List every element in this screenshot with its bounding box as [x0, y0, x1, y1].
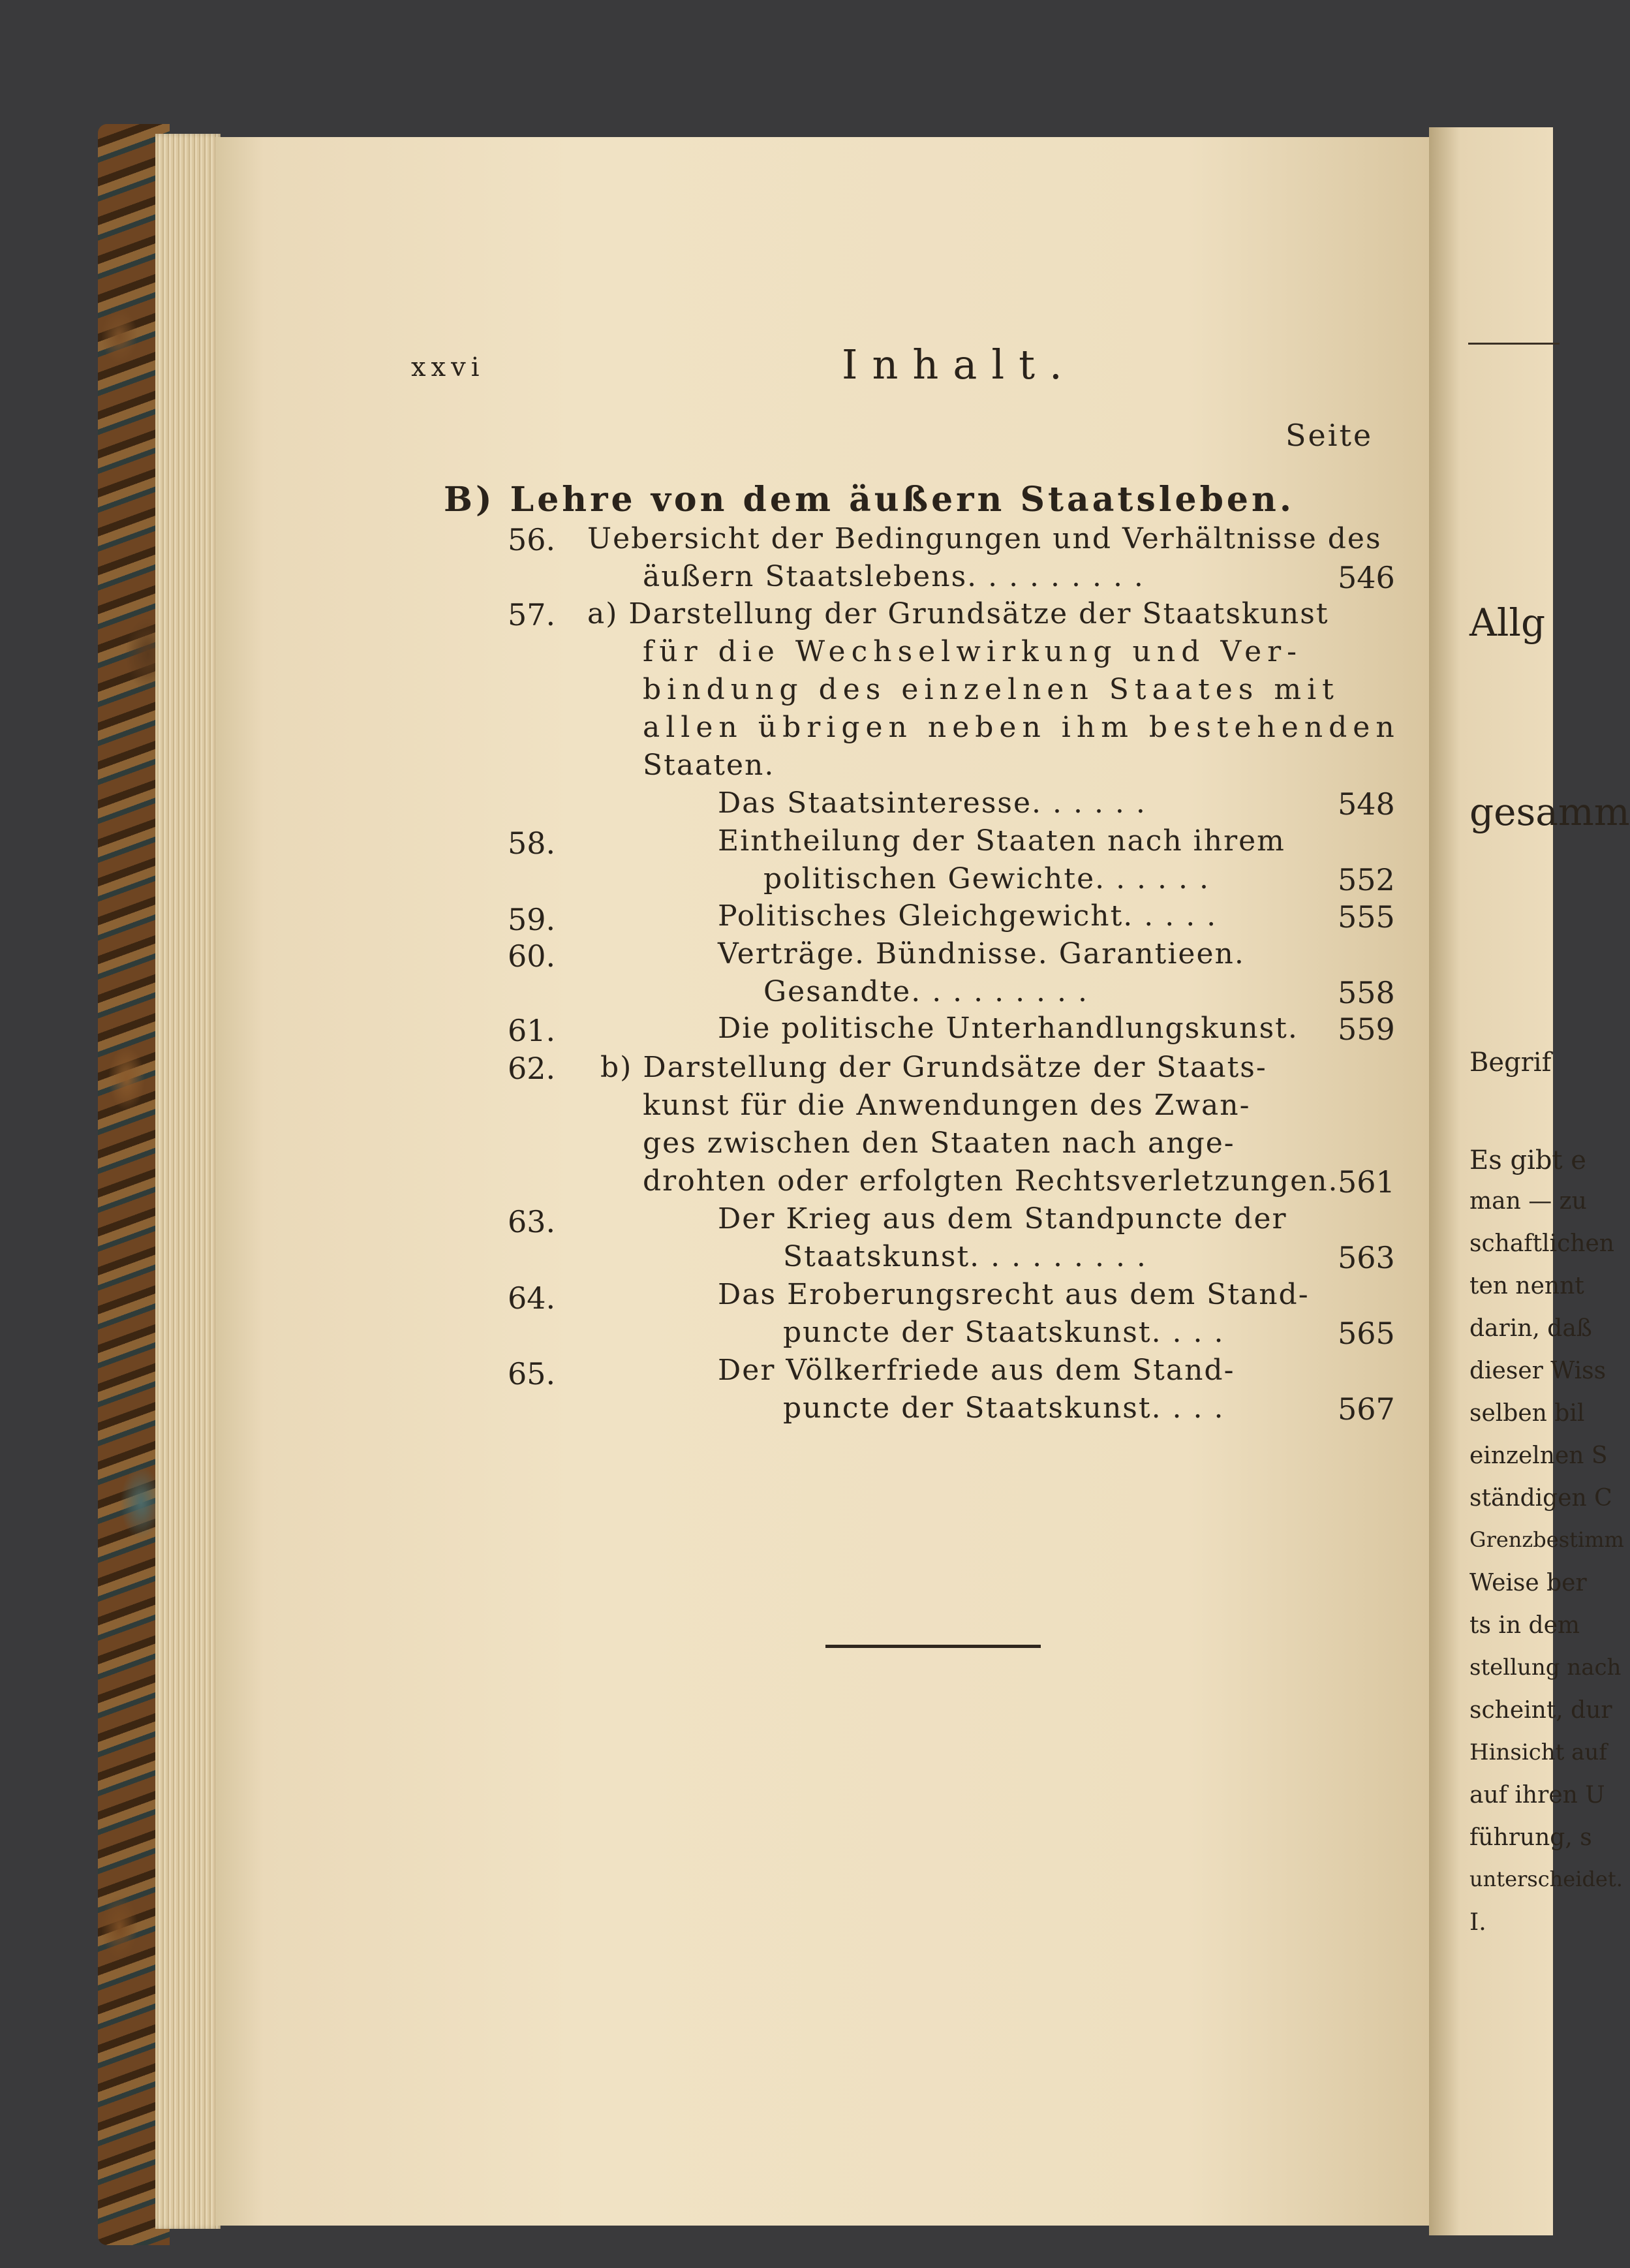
facing-text-line: schaftlichen — [1469, 1230, 1614, 1257]
facing-text-line: dieser Wiss — [1469, 1358, 1607, 1384]
entry-line: politischen Gewichte. . . . . . — [763, 862, 1210, 895]
entry-line: Politisches Gleichgewicht. . . . . — [718, 899, 1218, 933]
page-numeral: xxvi — [411, 352, 485, 382]
entry-number: 64. — [508, 1281, 556, 1316]
facing-text-line: Hinsicht auf — [1469, 1739, 1607, 1765]
facing-text-line: unterscheidet. — [1469, 1867, 1623, 1891]
entry-page: 559 — [1338, 1012, 1395, 1047]
entry-page: 548 — [1338, 786, 1395, 822]
entry-page: 558 — [1338, 975, 1395, 1010]
entry-line: puncte der Staatskunst. . . . — [783, 1391, 1225, 1425]
entry-line: Der Krieg aus dem Standpuncte der — [718, 1202, 1287, 1235]
facing-text-line: Es gibt e — [1469, 1145, 1586, 1175]
entry-line: ges zwischen den Staaten nach ange- — [643, 1126, 1235, 1160]
entry-number: 60. — [508, 939, 556, 974]
entry-number: 58. — [508, 826, 556, 861]
entry-page: 546 — [1338, 560, 1395, 595]
entry-line: Der Völkerfriede aus dem Stand- — [718, 1354, 1235, 1387]
facing-text-line: selben bil — [1469, 1400, 1585, 1427]
facing-text-line: Grenzbestimm — [1469, 1527, 1624, 1552]
facing-heading: Allg — [1469, 600, 1546, 645]
entry-line: Staatskunst. . . . . . . . . — [783, 1240, 1147, 1273]
entry-line: Die politische Unterhandlungskunst. — [718, 1012, 1299, 1045]
section-heading: B) Lehre von dem äußern Staatsleben. — [444, 480, 1295, 520]
facing-text-line: scheint, dur — [1469, 1697, 1612, 1724]
entry-line: a) Darstellung der Grundsätze der Staatskunst — [587, 597, 1329, 630]
entry-line: puncte der Staatskunst. . . . — [783, 1316, 1225, 1349]
entry-number: 57. — [508, 597, 556, 632]
facing-text-line: auf ihren U — [1469, 1782, 1605, 1809]
entry-line: b) Darstellung der Grundsätze der Staats- — [600, 1051, 1267, 1084]
entry-number: 56. — [508, 522, 556, 557]
facing-text-line: Weise ber — [1469, 1570, 1587, 1596]
entry-line: Staaten. — [643, 749, 775, 782]
facing-heading: gesamm — [1469, 790, 1630, 834]
facing-text-line: ständigen C — [1469, 1485, 1612, 1512]
entry-number: 62. — [508, 1051, 556, 1086]
entry-line: äußern Staatslebens. . . . . . . . . — [643, 560, 1145, 593]
entry-line: Uebersicht der Bedingungen und Verhältnisse des — [587, 522, 1382, 555]
facing-text-line: einzelnen S — [1469, 1442, 1608, 1469]
facing-text-line: stellung nach — [1469, 1654, 1622, 1681]
facing-text-line: führung, s — [1469, 1824, 1592, 1851]
facing-page-rule — [1468, 343, 1560, 345]
entry-line: bindung des einzelnen Staates mit — [643, 673, 1340, 706]
entry-line: für die Wechselwirkung und Ver- — [643, 635, 1303, 668]
entry-number: 61. — [508, 1013, 556, 1048]
page-edges — [155, 134, 221, 2229]
facing-text-line: ten nennt — [1469, 1273, 1584, 1299]
entry-line: drohten oder erfolgten Rechtsverletzungen. — [643, 1164, 1339, 1198]
facing-text-line: ts in dem — [1469, 1612, 1580, 1639]
entry-number: 59. — [508, 902, 556, 937]
entry-line: allen übrigen neben ihm bestehenden — [643, 711, 1400, 744]
book — [98, 98, 1630, 2252]
entry-line: Verträge. Bündnisse. Garantieen. — [718, 937, 1245, 971]
entry-page: 555 — [1338, 899, 1395, 935]
entry-page: 567 — [1338, 1391, 1395, 1427]
facing-text-line: man — zu — [1469, 1188, 1587, 1215]
entry-line: kunst für die Anwendungen des Zwan- — [643, 1089, 1251, 1122]
end-rule — [825, 1645, 1041, 1648]
entry-page: 552 — [1338, 862, 1395, 897]
left-page — [215, 137, 1429, 2226]
entry-number: 65. — [508, 1356, 556, 1391]
page-column-label: Seite — [1285, 418, 1374, 453]
entry-number: 63. — [508, 1204, 556, 1239]
entry-page: 563 — [1338, 1240, 1395, 1275]
facing-subheading: Begrif — [1469, 1048, 1552, 1078]
facing-page — [1429, 127, 1630, 2235]
page-title: Inhalt. — [842, 341, 1077, 388]
facing-signature-mark: I. — [1469, 1909, 1486, 1936]
entry-line: Das Eroberungsrecht aus dem Stand- — [718, 1278, 1310, 1311]
entry-page: 565 — [1338, 1316, 1395, 1351]
entry-line: Das Staatsinteresse. . . . . . — [718, 786, 1146, 820]
entry-line: Gesandte. . . . . . . . . — [763, 975, 1088, 1008]
entry-page: 561 — [1338, 1164, 1395, 1200]
facing-text-line: darin, daß — [1469, 1315, 1592, 1342]
entry-line: Eintheilung der Staaten nach ihrem — [718, 824, 1285, 858]
